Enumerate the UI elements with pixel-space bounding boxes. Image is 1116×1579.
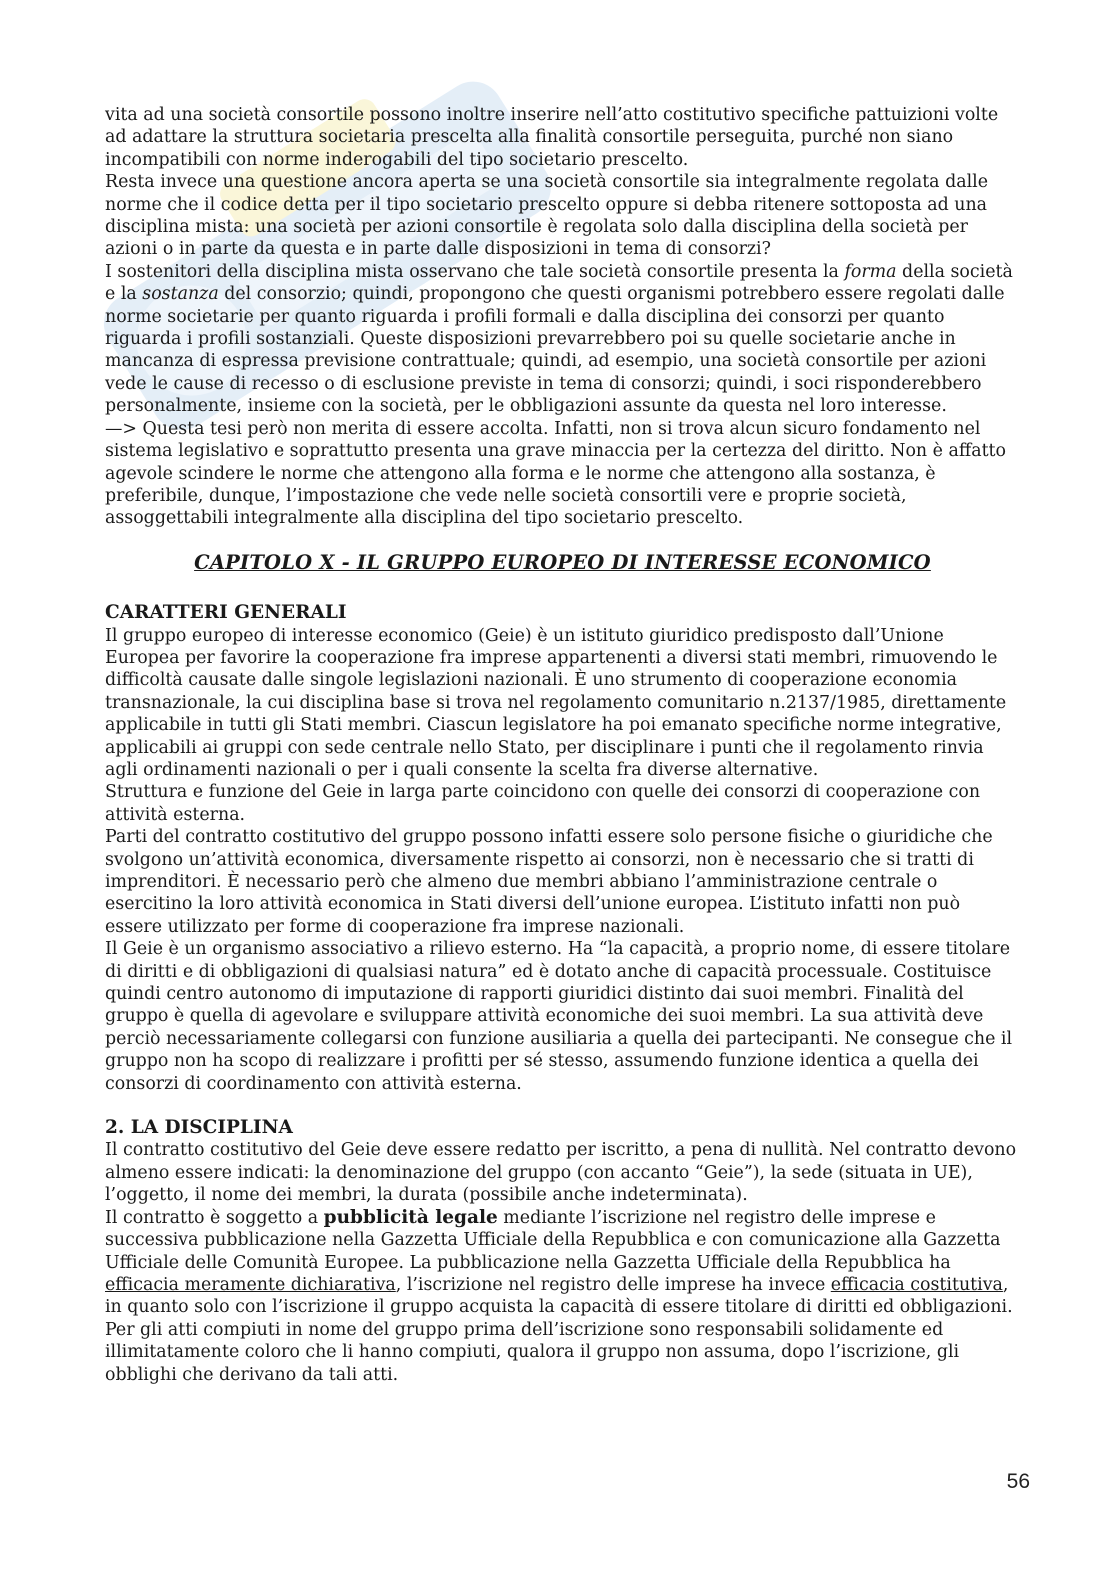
text-run: della società e la [105, 261, 1013, 305]
paragraph-geie-2: Struttura e funzione del Geie in larga parte coincidono con quelle dei consorzi di cooperazione con attività esterna. [105, 782, 981, 825]
section-title-la-disciplina: 2. LA DISCIPLINA [105, 1117, 293, 1139]
document-page [105, 104, 1020, 1386]
chapter-title: CAPITOLO X - IL GRUPPO EUROPEO DI INTERESSE ECONOMICO [194, 550, 931, 574]
text-run: , l’iscrizione nel registro delle imprese ha invece [395, 1274, 831, 1295]
paragraph-geie-4: Il Geie è un organismo associativo a rilievo esterno. Ha “la capacità, a proprio nome, di essere titolare di diritti e di obbligazioni di qualsiasi natura” ed è dotato anche di capacità processuale. Costituisce quindi centro autonomo di imputazione di rapporti giuridici distinto dai suoi membri. Finalità del gruppo è quella di agevolare e sviluppare attività economiche dei suoi membri. La sua attività deve perciò necessariamente collegarsi con funzione ausiliaria a quella dei partecipanti. Ne consegue che il gruppo non ha scopo di realizzare i profitti per sé stesso, assumendo funzione identica a quella dei consorzi di coordinamento con attività esterna. [105, 939, 1013, 1094]
paragraph-geie-3: Parti del contratto costitutivo del gruppo possono infatti essere solo persone fisiche o giuridiche che svolgono un’attività economica, diversamente rispetto ai consorzi, non è necessario che si tratti di imprenditori. È necessario però che almeno due membri abbiano l’amministrazione centrale o esercitino la loro attività economica in Stati diversi dell’unione europea. L’istituto infatti non può essere utilizzato per forme di cooperazione fra imprese nazionali. [105, 827, 993, 937]
text-run: , in quanto solo con l’iscrizione il gruppo acquista la capacità di essere titolare di diritti ed obbligazioni. [105, 1274, 1013, 1318]
paragraph-disciplina-3: Per gli atti compiuti in nome del gruppo prima dell’iscrizione sono responsabili solidamente ed illimitatamente coloro che li hanno compiuti, qualora il gruppo non assuma, dopo l’iscrizione, gli obblighi che derivano da tali atti. [105, 1319, 960, 1385]
paragraph-disciplina-1: Il contratto costitutivo del Geie deve essere redatto per iscritto, a pena di nullità. Nel contratto devono almeno essere indicati: la denominazione del gruppo (con accanto “Geie”), la sede (situata in UE), l’oggetto, il nome dei membri, la durata (possibile anche indeterminata). [105, 1140, 1017, 1206]
paragraph-intro-1: vita ad una società consortile possono inoltre inserire nell’atto costitutivo specifiche pattuizioni volte ad adattare la struttura societaria prescelta alla finalità consortile perseguita, purché non siano incompatibili con norme inderogabili del tipo societario prescelto. [105, 105, 999, 170]
text-run: mediante l’iscrizione nel registro delle imprese e successiva pubblicazione nella Gazzetta Ufficiale della Repubblica e con comunicazione alla Gazzetta Ufficiale delle Comunità Europee. La pubblicazione nella Gazzetta Ufficiale della Repubblica ha [105, 1207, 1001, 1273]
paragraph-intro-2: Resta invece una questione ancora aperta se una società consortile sia integralmente regolata dalle norme che il codice detta per il tipo societario prescelto oppure si debba ritenere sottoposta ad una disciplina mista: una società per azioni consortile è regolata solo dalla disciplina della società per azioni o in parte da questa e in parte dalle disposizioni in tema di consorzi? [105, 172, 988, 260]
paragraph-rebuttal: —> Questa tesi però non merita di essere accolta. Infatti, non si trova alcun sicuro fondamento nel sistema legislativo e soprattutto presenta una grave minaccia per la certezza del diritto. Non è affatto agevole scindere le norme che attengono alla forma e le norme che attengono alla sostanza, è preferibile, dunque, l’impostazione che vede nelle società consortili vere e proprie società, assoggettabili integralmente alla disciplina del tipo societario prescelto. [105, 418, 1007, 529]
bold-pubblicita-legale: pubblicità legale [323, 1206, 498, 1228]
emphasis-forma: forma [844, 261, 897, 282]
text-run: del consorzio; quindi, propongono che questi organismi potrebbero essere regolati dalle norme societarie per quanto riguarda i profili formali e dalla disciplina dei consorzi per quanto riguarda i profili sostanziali. Queste disposizioni prevarrebbero poi su quelle societarie anche in mancanza di espressa previsione contrattuale; quindi, ad esempio, una società consortile per azioni vede le cause di recesso o di esclusione previste in tema di consorzi; quindi, i soci risponderebbero personalmente, insieme con la società, per le obbligazioni assunte da questa nel loro interesse. [105, 284, 1005, 417]
underline-efficacia-costitutiva: efficacia costitutiva [830, 1274, 1003, 1295]
section-title-caratteri-generali: CARATTERI GENERALI [105, 602, 347, 624]
paragraph-mixed-discipline [105, 261, 1020, 418]
page-number: 56 [1006, 1470, 1030, 1493]
emphasis-sostanza: sostanza [142, 284, 219, 305]
paragraph-disciplina-2 [105, 1207, 1020, 1319]
text-run: I sostenitori della disciplina mista osservano che tale società consortile presenta la [105, 261, 845, 282]
text-run: Il contratto è soggetto a [105, 1207, 324, 1228]
paragraph-geie-1: Il gruppo europeo di interesse economico (Geie) è un istituto giuridico predisposto dall’Unione Europea per favorire la cooperazione fra imprese appartenenti a diversi stati membri, rimuovendo le difficoltà causate dalle singole legislazioni nazionali. È uno strumento di cooperazione economia transnazionale, la cui disciplina base si trova nel regolamento comunitario n.2137/1985, direttamente applicabile in tutti gli Stati membri. Ciascun legislatore ha poi emanato specifiche norme integrative, applicabili ai gruppi con sede centrale nello Stato, per disciplinare i punti che il regolamento rinvia agli ordinamenti nazionali o per i quali consente la scelta fra diverse alternative. [105, 625, 1007, 780]
underline-efficacia-dichiarativa: efficacia meramente dichiarativa [105, 1274, 396, 1295]
